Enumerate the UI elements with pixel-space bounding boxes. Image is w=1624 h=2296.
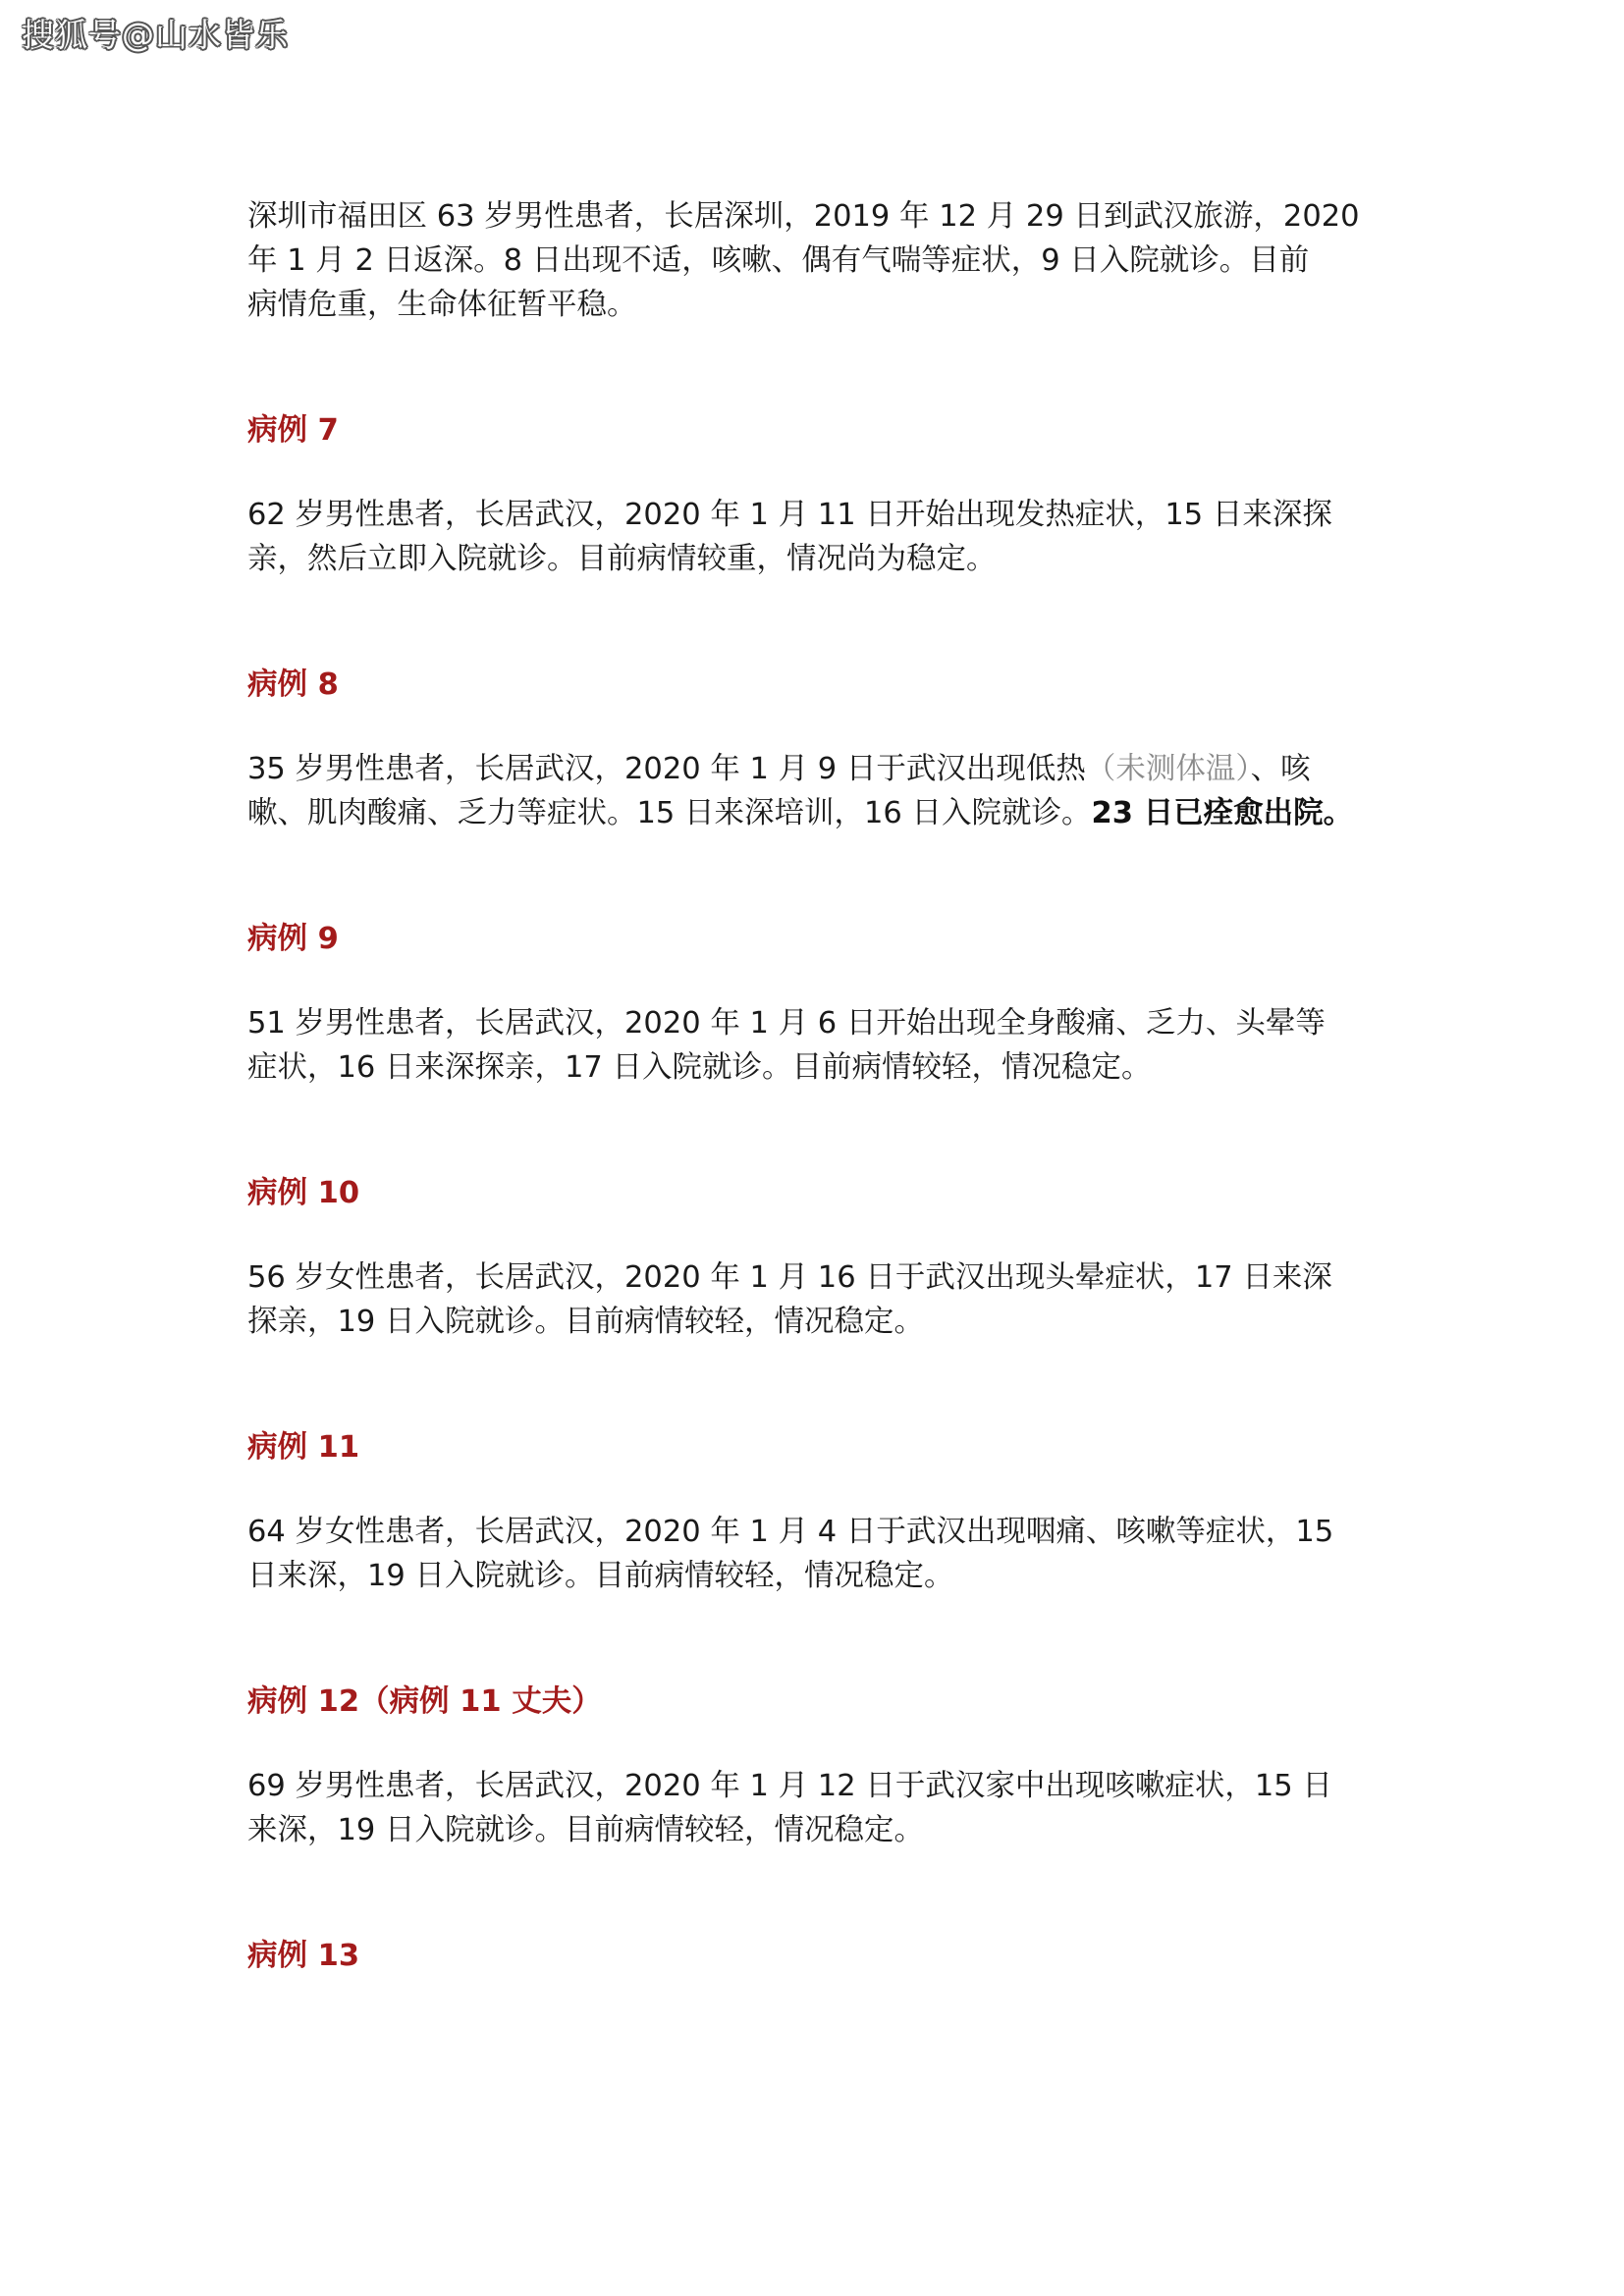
case-13-heading: 病例 13 bbox=[247, 1939, 360, 1973]
case-10-text: 56 岁女性患者，长居武汉，2020 年 1 月 16 日于武汉出现头晕症状，17 日来深 探亲，19 日入院就诊。目前病情较轻，情况稳定。 bbox=[247, 1260, 1332, 1339]
case-11-text: 64 岁女性患者，长居武汉，2020 年 1 月 4 日于武汉出现咽痛、咳嗽等症状，15 日来深，19 日入院就诊。目前病情较轻，情况稳定。 bbox=[247, 1515, 1334, 1593]
document-body bbox=[247, 194, 1396, 1978]
case-8-text-bold: 23 日已痊愈出院。 bbox=[1091, 796, 1354, 830]
case-9-text: 51 岁男性患者，长居武汉，2020 年 1 月 6 日开始出现全身酸痛、乏力、头晕等 症状，16 日来深探亲，17 日入院就诊。目前病情较轻，情况稳定。 bbox=[247, 1006, 1326, 1085]
intro-paragraph: 深圳市福田区 63 岁男性患者，长居深圳，2019 年 12 月 29 日到武汉旅游，2020 年 1 月 2 日返深。8 日出现不适，咳嗽、偶有气喘等症状，9 日入院就诊。目前 病情危重，生命体征暂平稳。 bbox=[247, 199, 1360, 322]
case-8-text-b: 、咳 嗽、肌肉酸痛、乏力等症状。15 日来深培训，16 日入院就诊。 bbox=[247, 752, 1311, 830]
case-8-text bbox=[247, 747, 1396, 835]
case-8-heading: 病例 8 bbox=[247, 667, 339, 702]
case-9-heading: 病例 9 bbox=[247, 922, 339, 956]
case-7-heading: 病例 7 bbox=[247, 413, 339, 448]
case-8-text-muted: （未测体温） bbox=[1085, 752, 1251, 786]
case-10-heading: 病例 10 bbox=[247, 1176, 360, 1210]
case-7-text: 62 岁男性患者，长居武汉，2020 年 1 月 11 日开始出现发热症状，15 日来深探 亲，然后立即入院就诊。目前病情较重，情况尚为稳定。 bbox=[247, 498, 1332, 576]
watermark: 搜狐号@山水皆乐 bbox=[22, 16, 289, 54]
case-11-heading: 病例 11 bbox=[247, 1430, 360, 1465]
case-8-text-a: 35 岁男性患者，长居武汉，2020 年 1 月 9 日于武汉出现低热 bbox=[247, 752, 1086, 786]
case-12-text: 69 岁男性患者，长居武汉，2020 年 1 月 12 日于武汉家中出现咳嗽症状，15 日 来深，19 日入院就诊。目前病情较轻，情况稳定。 bbox=[247, 1769, 1332, 1847]
case-12-heading: 病例 12（病例 11 丈夫） bbox=[247, 1684, 602, 1719]
